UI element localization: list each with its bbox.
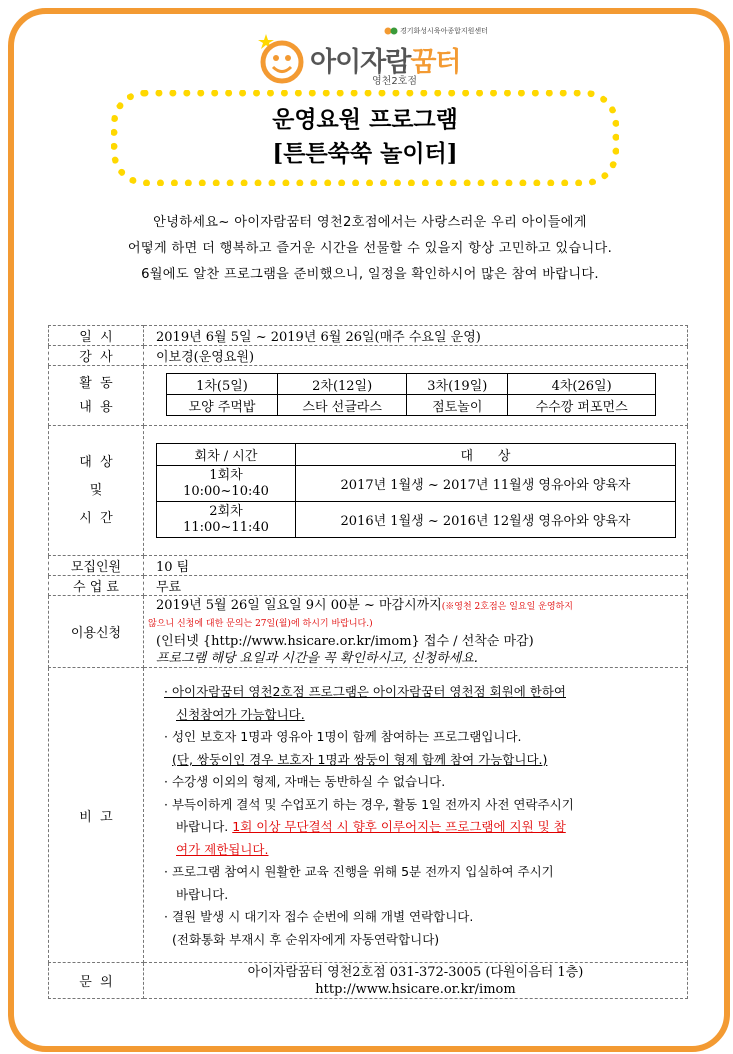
activity-cell <box>144 366 688 426</box>
activity-table <box>166 373 656 416</box>
contact-url: http://www.hsicare.or.kr/imom <box>315 981 516 997</box>
round-cell <box>157 502 296 538</box>
warning-text: 1회 이상 무단결석 시 향후 이루어지는 프로그램에 지원 및 참 <box>232 819 566 834</box>
apply-row <box>49 596 688 668</box>
logo-org: 경기화성시육아종합지원센터 <box>384 26 488 36</box>
notes-label: 비 고 <box>49 668 144 963</box>
target-label-2: 및 <box>89 482 103 498</box>
instructor-label: 강 사 <box>49 346 144 366</box>
note-item: · 수강생 이외의 형제, 자매는 동반하실 수 없습니다. <box>164 774 446 789</box>
target-label-3: 시 간 <box>79 510 113 526</box>
activity-row <box>49 366 688 426</box>
activity-item: 모양 주먹밥 <box>167 395 278 416</box>
contact-row <box>49 963 688 999</box>
apply-cell <box>144 596 688 668</box>
activity-header: 1차(5일) <box>167 374 278 395</box>
instructor-row <box>49 346 688 366</box>
apply-period: 2019년 5월 26일 일요일 9시 00분 ~ 마감시까지 <box>156 597 442 613</box>
logo-branch: 영천2호점 <box>372 76 418 87</box>
activity-label-1: 활 동 <box>79 375 113 391</box>
fee-row <box>49 576 688 596</box>
activity-header: 2차(12일) <box>277 374 406 395</box>
target-table <box>156 443 676 538</box>
activity-header: 4차(26일) <box>508 374 656 395</box>
note-item: 바랍니다. <box>176 886 229 902</box>
target-label-1: 대 상 <box>79 454 113 470</box>
recruit-row <box>49 556 688 576</box>
round-target: 2017년 1월생 ~ 2017년 11월생 영유아와 양육자 <box>296 466 676 502</box>
activity-label <box>49 366 144 426</box>
intro-line: 어떻게 하면 더 행복하고 즐거운 시간을 선물할 수 있을지 항상 고민하고 있습니다. <box>127 241 613 256</box>
contact-label: 문 의 <box>49 963 144 999</box>
note-item: · 아이자람꿈터 영천2호점 프로그램은 아이자람꿈터 영천점 회원에 한하여 <box>164 684 566 699</box>
activity-label-2: 내 용 <box>79 399 113 415</box>
fee-label: 수 업 료 <box>49 576 144 596</box>
title-box <box>111 90 619 186</box>
round-label: 1회차 <box>209 467 243 483</box>
apply-reminder: 프로그램 해당 요일과 시간을 꼭 확인하시고, 신청하세요. <box>156 650 478 666</box>
fee-value: 무료 <box>144 576 688 596</box>
note-item: · 부득이하게 결석 및 수업포기 하는 경우, 활동 1일 전까지 사전 연락주시기 <box>164 796 574 812</box>
target-cell <box>144 426 688 556</box>
recruit-label: 모집인원 <box>49 556 144 576</box>
date-value: 2019년 6월 5일 ~ 2019년 6월 26일(매주 수요일 운영) <box>144 326 688 346</box>
round-cell <box>157 466 296 502</box>
note-item: 바랍니다. <box>176 819 229 834</box>
apply-note: (※영천 2호점은 일요일 운영하지 <box>441 601 573 612</box>
intro-line: 6월에도 알찬 프로그램을 준비했으니, 일정을 확인하시어 많은 참여 바랍니다. <box>141 267 599 282</box>
note-item: 신청참여가 가능합니다. <box>176 706 305 722</box>
logo-wordmark: 아이자람꿈터 <box>310 47 461 78</box>
target-table-row <box>157 502 676 538</box>
round-time: 10:00~10:40 <box>183 483 269 499</box>
round-time: 11:00~11:40 <box>183 519 269 535</box>
note-item: (단, 쌍둥이인 경우 보호자 1명과 쌍둥이 형제 함께 참여 가능합니다.) <box>172 751 548 767</box>
target-col-round: 회차 / 시간 <box>157 444 296 466</box>
program-subtitle: [튼튼쑥쑥 놀이터] <box>272 140 458 167</box>
activity-header: 3차(19일) <box>407 374 508 395</box>
smiley-logo-icon <box>258 32 304 84</box>
note-item: (전화통화 부재시 후 순위자에게 자동연락합니다) <box>172 931 440 947</box>
intro-line: 안녕하세요~ 아이자람꿈터 영천2호점에서는 사랑스러운 우리 아이들에게 <box>153 215 587 230</box>
note-item: · 성인 보호자 1명과 영유아 1명이 함께 참여하는 프로그램입니다. <box>164 729 522 744</box>
target-table-row <box>157 466 676 502</box>
contact-info: 아이자람꿈터 영천2호점 031-372-3005 (다원이음터 1층) <box>247 964 584 980</box>
activity-item: 수수깡 퍼포먼스 <box>508 395 656 416</box>
apply-note-cont: 않으니 신청에 대한 문의는 27일(월)에 하시기 바랍니다.) <box>148 618 373 629</box>
target-label <box>49 426 144 556</box>
logo <box>252 22 502 88</box>
intro-text <box>40 210 700 288</box>
activity-item: 스타 선글라스 <box>277 395 406 416</box>
org-mark-icon <box>384 27 398 35</box>
program-title: 운영요원 프로그램 <box>272 106 458 133</box>
recruit-value: 10 팀 <box>144 556 688 576</box>
round-target: 2016년 1월생 ~ 2016년 12월생 영유아와 양육자 <box>296 502 676 538</box>
instructor-value: 이보경(운영요원) <box>144 346 688 366</box>
date-label: 일 시 <box>49 326 144 346</box>
target-col-target: 대 상 <box>296 444 676 466</box>
info-table <box>48 325 688 999</box>
notes-list <box>164 681 683 951</box>
activity-item: 점토놀이 <box>407 395 508 416</box>
apply-label: 이용신청 <box>49 596 144 668</box>
target-row <box>49 426 688 556</box>
warning-text: 여가 제한됩니다. <box>176 841 269 857</box>
round-label: 2회차 <box>209 503 243 519</box>
date-row <box>49 326 688 346</box>
note-item: · 프로그램 참여시 원활한 교육 진행을 위해 5분 전까지 입실하여 주시기 <box>164 864 554 879</box>
note-item: · 결원 발생 시 대기자 접수 순번에 의해 개별 연락합니다. <box>164 909 474 924</box>
notes-cell <box>144 668 688 963</box>
apply-online: (인터넷 {http://www.hsicare.or.kr/imom} 접수 / 선착순 마감) <box>156 633 534 649</box>
contact-cell <box>144 963 688 999</box>
notes-row <box>49 668 688 963</box>
